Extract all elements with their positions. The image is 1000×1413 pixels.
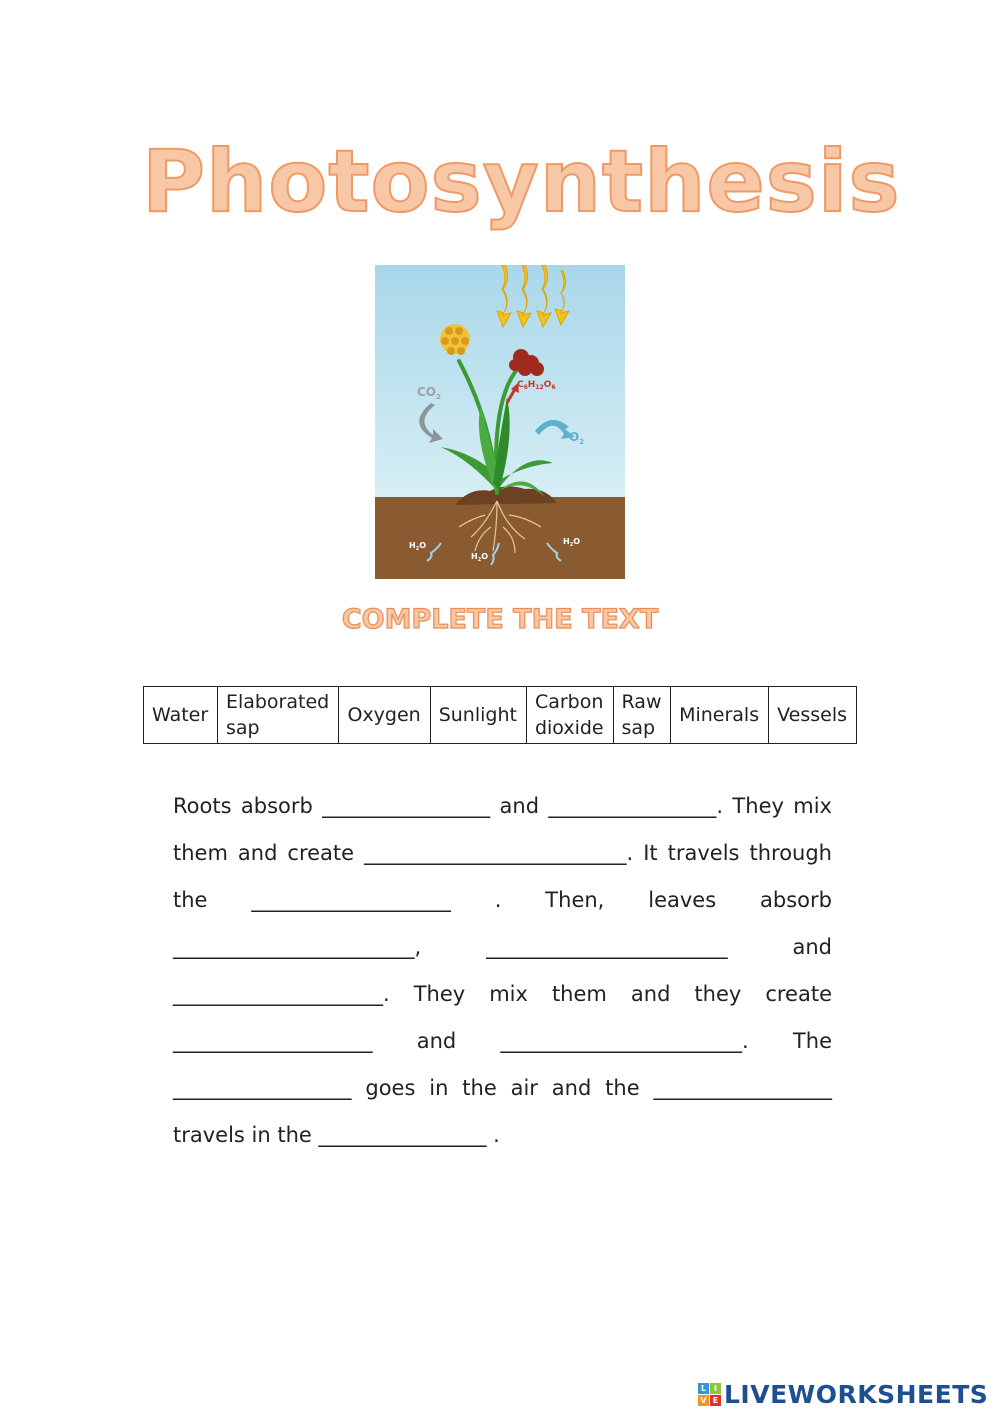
- svg-text:CO2: $CO_2$: [417, 385, 441, 401]
- logo-mark-icon: [698, 1383, 721, 1406]
- word-bank-cell: [671, 687, 769, 744]
- worksheet-title: Photosynthesis: [142, 132, 901, 232]
- word-bank-word: Raw: [621, 691, 662, 713]
- co2-label: CO: [417, 385, 437, 399]
- logo-mark-letter: E: [710, 1395, 721, 1406]
- word-bank-word: sap: [225, 717, 260, 739]
- word-bank-table: [143, 686, 857, 744]
- fill-in-passage: Roots absorb ________________ and ________________. They mix them and create _________________________. It travels through the ___________________ . Then, leaves absorb _______________________, _______________________ and ____________________. They mix them and they create ___________________ and _______________________. The _________________ goes in the air and the _________________ travels in the ________________ .: [173, 794, 832, 1147]
- word-bank-word: Minerals: [679, 704, 760, 726]
- word-bank-word: Carbon: [534, 691, 604, 713]
- word-bank-cell: [613, 687, 671, 744]
- o2-label: O: [569, 430, 580, 444]
- glucose-label: C: [517, 380, 524, 390]
- water-label-middle: H: [471, 552, 478, 561]
- svg-text:H2O: $H_2O$: [471, 552, 488, 563]
- word-bank-word: Vessels: [777, 704, 848, 726]
- word-bank-cell: [430, 687, 526, 744]
- word-bank-word: Elaborated: [225, 691, 330, 713]
- word-bank-cell: [339, 687, 430, 744]
- word-bank-word: Water: [152, 704, 209, 726]
- logo-mark-letter: I: [710, 1383, 721, 1394]
- svg-text:O2: $O_2$: [569, 430, 585, 446]
- logo-mark-letter: V: [698, 1395, 709, 1406]
- word-bank-row: [144, 687, 857, 744]
- word-bank-word: Sunlight: [438, 704, 517, 726]
- photosynthesis-illustration: [375, 265, 625, 579]
- water-label-left: H: [409, 541, 416, 550]
- svg-text:H2O: $H_2O$: [409, 541, 426, 552]
- svg-text:C6H12O6: $C_6H_{12}O_6$: [517, 380, 556, 391]
- svg-text:H2O: $H_2O$: [563, 537, 580, 548]
- word-bank-cell: [144, 687, 218, 744]
- word-bank-word: dioxide: [534, 717, 604, 739]
- liveworksheets-logo: [698, 1378, 988, 1410]
- word-bank-word: Oxygen: [347, 704, 421, 726]
- word-bank-word: sap: [621, 717, 656, 739]
- section-subtitle: COMPLETE THE TEXT: [341, 604, 659, 635]
- brand-name: LIVEWORKSHEETS: [724, 1379, 989, 1409]
- logo-mark-letter: L: [698, 1383, 709, 1394]
- word-bank-cell: [217, 687, 339, 744]
- water-label-right: H: [563, 537, 570, 546]
- word-bank-cell: [769, 687, 857, 744]
- word-bank-cell: [526, 687, 613, 744]
